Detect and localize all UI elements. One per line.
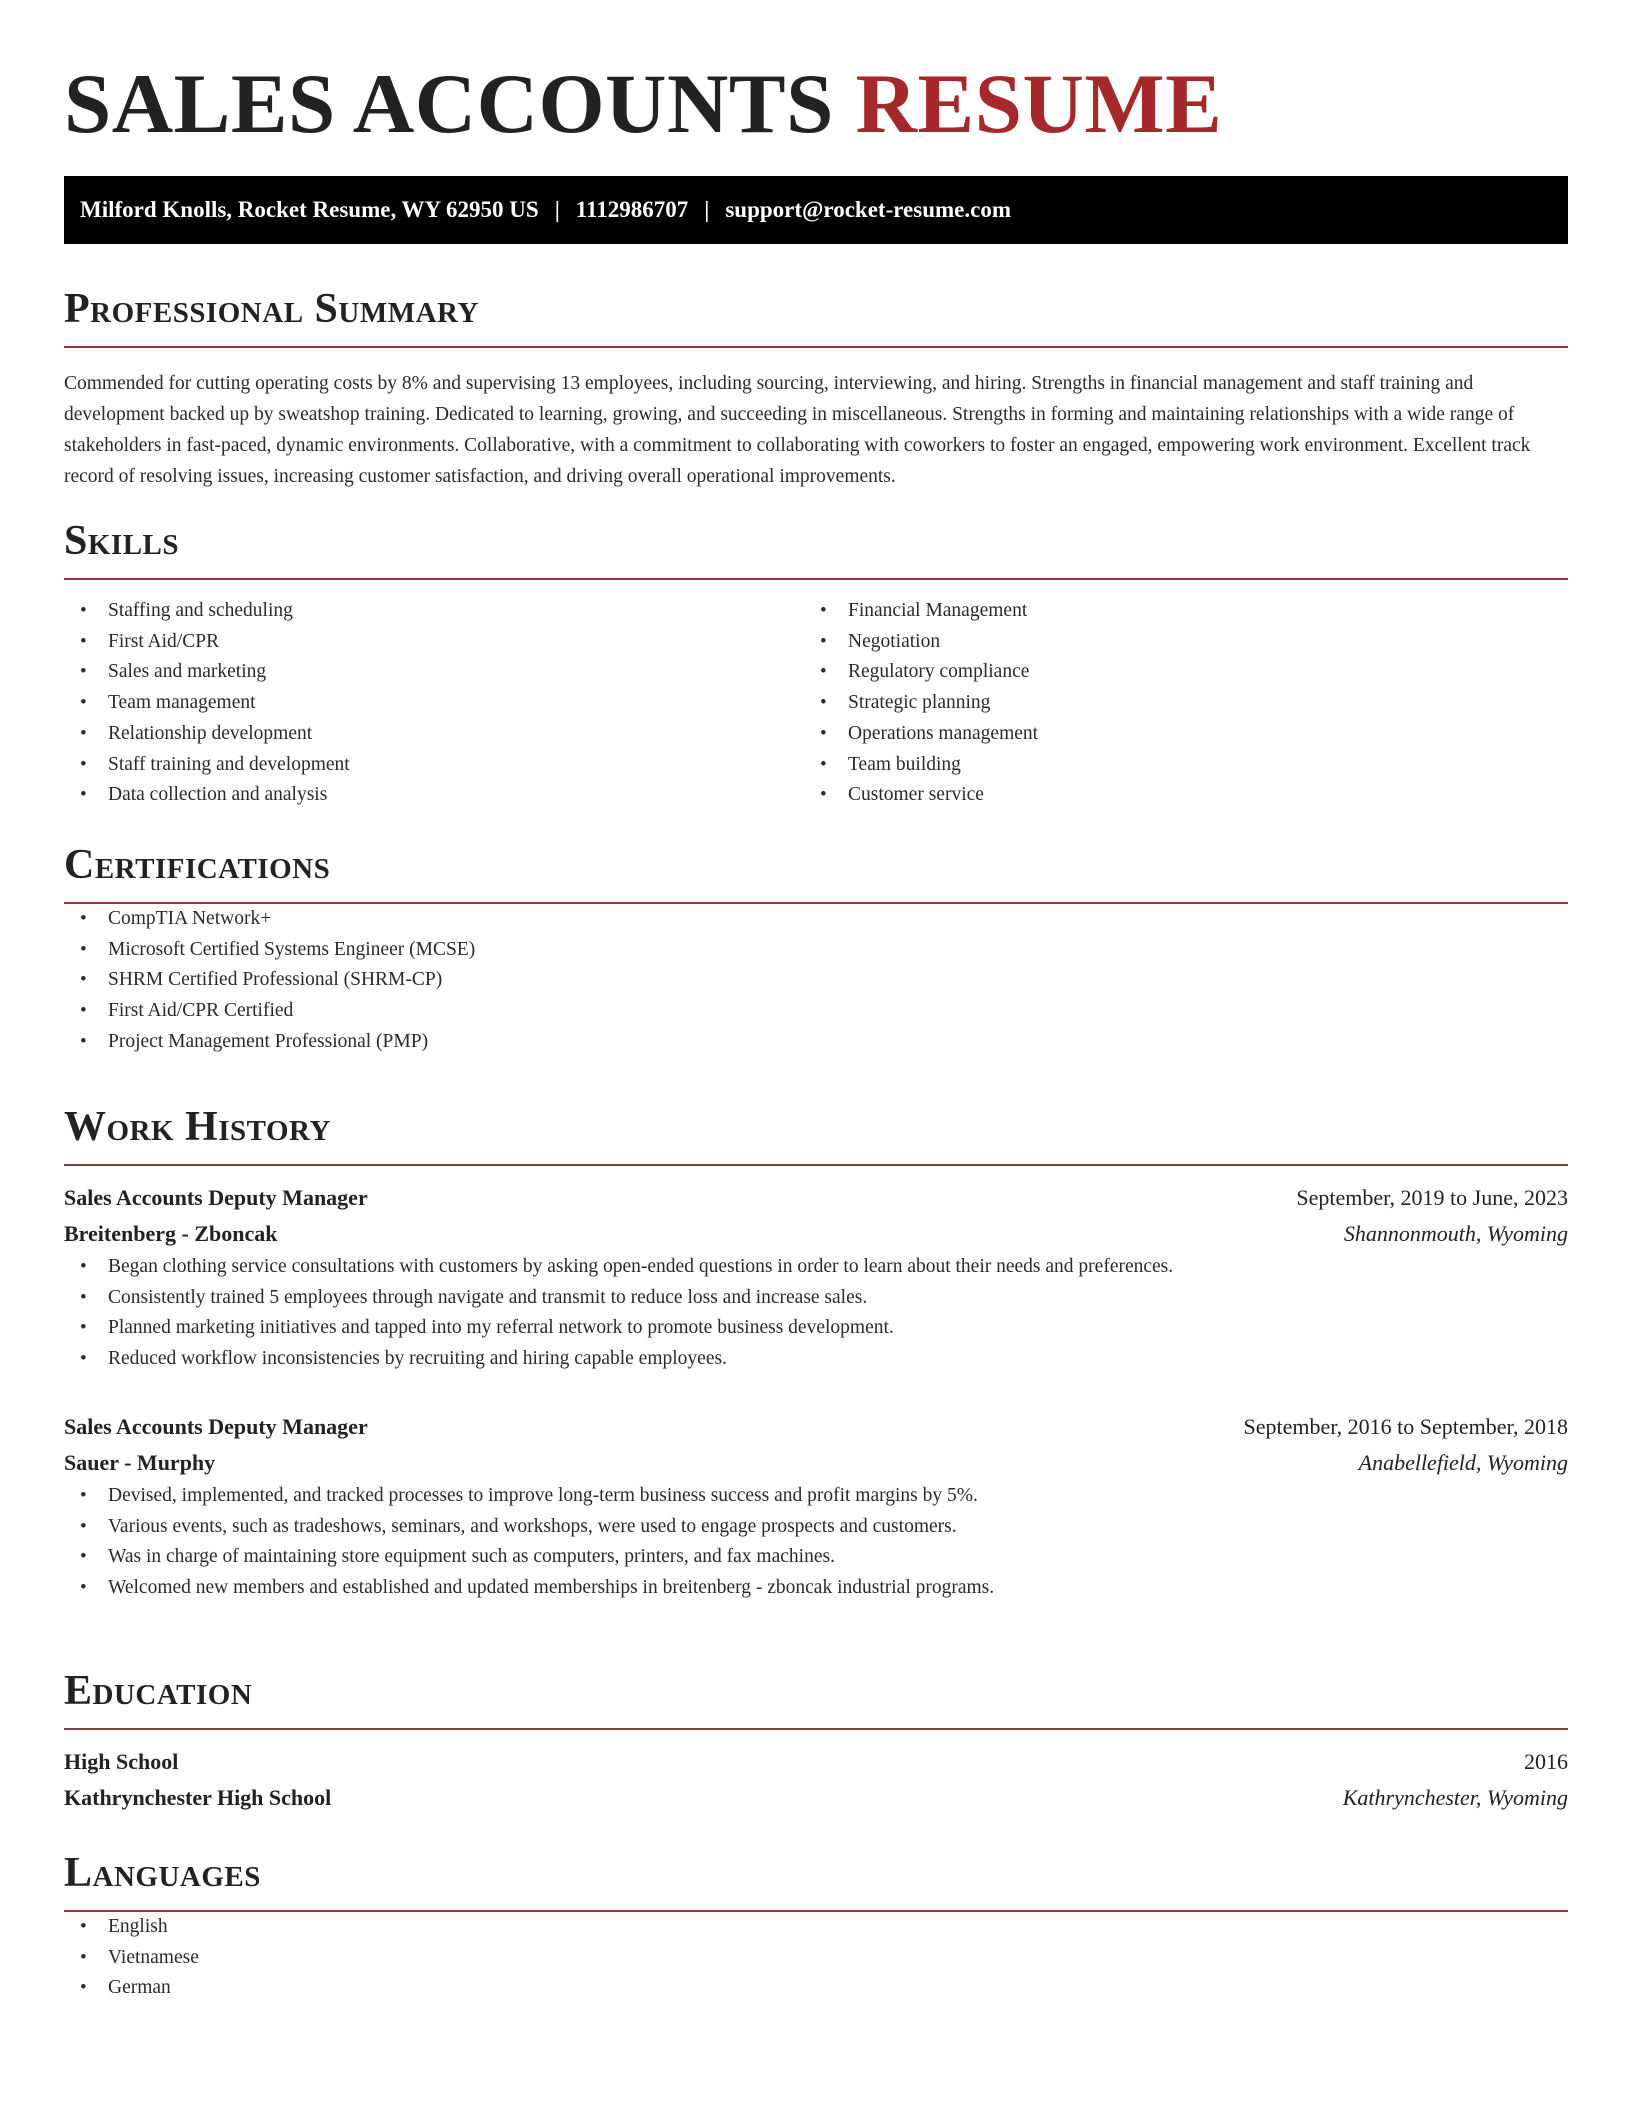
job-bullet: • Various events, such as tradeshows, seminars, and workshops, were used to engage prospects and customers. bbox=[64, 1512, 1568, 1543]
certifications-heading: Certifications bbox=[64, 842, 1568, 904]
job-bullets bbox=[64, 1252, 1568, 1375]
job-company: Sauer - Murphy bbox=[64, 1449, 216, 1475]
job-entry bbox=[64, 1409, 1568, 1604]
skill-item: • Relationship development bbox=[64, 719, 804, 750]
work-history-heading: Work History bbox=[64, 1104, 1568, 1166]
certifications-section bbox=[64, 842, 1568, 1058]
job-header-row bbox=[64, 1409, 1568, 1445]
job-header-row bbox=[64, 1180, 1568, 1216]
job-subheader-row bbox=[64, 1216, 1568, 1252]
skills-columns bbox=[64, 596, 1568, 811]
job-title: Sales Accounts Deputy Manager bbox=[64, 1185, 368, 1210]
skills-section bbox=[64, 518, 1568, 811]
certifications-list bbox=[64, 904, 1568, 1058]
skill-item: • Financial Management bbox=[804, 596, 1544, 627]
job-bullet: • Consistently trained 5 employees through navigate and transmit to reduce loss and increase sales. bbox=[64, 1283, 1568, 1314]
language-item: • German bbox=[64, 1973, 1568, 2004]
education-subheader-row bbox=[64, 1780, 1568, 1816]
certification-item: • CompTIA Network+ bbox=[64, 904, 1568, 935]
language-item: • Vietnamese bbox=[64, 1943, 1568, 1974]
job-bullet: • Began clothing service consultations with customers by asking open-ended questions in order to learn about their needs and preferences. bbox=[64, 1252, 1568, 1283]
job-company: Breitenberg - Zboncak bbox=[64, 1221, 278, 1246]
title-accent: RESUME bbox=[855, 57, 1223, 151]
summary-text: Commended for cutting operating costs by 8% and supervising 13 employees, including sourcing, interviewing, and hiring. Strengths in financial management and staff training and development backed up by sweatshop training. Dedicated to learning, growing, and succeeding in miscellaneous. Strengths in forming and maintaining relationships with a wide range of stakeholders in fast-paced, dynamic environments. Collaborative, with a commitment to collaborating with coworkers to foster an engaged, empowering work environment. Excellent track record of resolving issues, increasing customer satisfaction, and driving overall operational improvements. bbox=[64, 373, 1531, 487]
job-subheader-row bbox=[64, 1445, 1568, 1481]
contact-address: Milford Knolls, Rocket Resume, WY 62950 US bbox=[80, 197, 539, 222]
skills-heading: Skills bbox=[64, 518, 1568, 580]
resume-title bbox=[64, 58, 1222, 150]
skill-item: • Regulatory compliance bbox=[804, 657, 1544, 688]
skill-item: • Team building bbox=[804, 750, 1544, 781]
skill-item: • Operations management bbox=[804, 719, 1544, 750]
skill-item: • Team management bbox=[64, 688, 804, 719]
languages-section bbox=[64, 1850, 1568, 2004]
skill-item: • Sales and marketing bbox=[64, 657, 804, 688]
summary-heading: Professional Summary bbox=[64, 286, 1568, 348]
title-main: SALES ACCOUNTS bbox=[64, 57, 834, 151]
certification-item: • Microsoft Certified Systems Engineer (MCSE) bbox=[64, 935, 1568, 966]
job-location: Shannonmouth, Wyoming bbox=[1343, 1221, 1568, 1246]
certification-item: • SHRM Certified Professional (SHRM-CP) bbox=[64, 965, 1568, 996]
job-bullet: • Was in charge of maintaining store equipment such as computers, printers, and fax machines. bbox=[64, 1542, 1568, 1573]
education-section bbox=[64, 1668, 1568, 1816]
education-degree: High School bbox=[64, 1749, 179, 1774]
job-dates: September, 2016 to September, 2018 bbox=[1243, 1413, 1568, 1439]
language-item: • English bbox=[64, 1912, 1568, 1943]
contact-bar bbox=[64, 176, 1568, 244]
certification-item: • First Aid/CPR Certified bbox=[64, 996, 1568, 1027]
job-bullet: • Planned marketing initiatives and tapped into my referral network to promote business development. bbox=[64, 1313, 1568, 1344]
job-bullets bbox=[64, 1481, 1568, 1604]
job-bullet: • Reduced workflow inconsistencies by recruiting and hiring capable employees. bbox=[64, 1344, 1568, 1375]
summary-section bbox=[64, 286, 1568, 492]
skill-item: • Strategic planning bbox=[804, 688, 1544, 719]
job-bullet: • Devised, implemented, and tracked processes to improve long-term business success and profit margins by 5%. bbox=[64, 1481, 1568, 1512]
job-bullet: • Welcomed new members and established and updated memberships in breitenberg - zboncak industrial programs. bbox=[64, 1573, 1568, 1604]
skills-list-right bbox=[804, 596, 1544, 811]
skill-item: • Staffing and scheduling bbox=[64, 596, 804, 627]
contact-email[interactable]: support@rocket-resume.com bbox=[725, 197, 1011, 222]
skill-item: • Customer service bbox=[804, 780, 1544, 811]
education-school: Kathrynchester High School bbox=[64, 1785, 332, 1810]
education-entry bbox=[64, 1744, 1568, 1816]
languages-list bbox=[64, 1912, 1568, 2004]
work-history-section bbox=[64, 1104, 1568, 1604]
languages-heading: Languages bbox=[64, 1850, 1568, 1912]
skills-list-left bbox=[64, 596, 804, 811]
certification-item: • Project Management Professional (PMP) bbox=[64, 1027, 1568, 1058]
skill-item: • First Aid/CPR bbox=[64, 627, 804, 658]
skill-item: • Negotiation bbox=[804, 627, 1544, 658]
job-title: Sales Accounts Deputy Manager bbox=[64, 1413, 368, 1439]
skill-item: • Data collection and analysis bbox=[64, 780, 804, 811]
job-location: Anabellefield, Wyoming bbox=[1358, 1449, 1568, 1475]
education-year: 2016 bbox=[1524, 1749, 1568, 1774]
education-header-row bbox=[64, 1744, 1568, 1780]
contact-phone[interactable]: 1112986707 bbox=[575, 197, 689, 222]
contact-separator: | bbox=[704, 197, 710, 222]
job-dates: September, 2019 to June, 2023 bbox=[1296, 1185, 1568, 1210]
skill-item: • Staff training and development bbox=[64, 750, 804, 781]
contact-separator: | bbox=[554, 197, 560, 222]
job-entry bbox=[64, 1180, 1568, 1375]
education-heading: Education bbox=[64, 1668, 1568, 1730]
education-location: Kathrynchester, Wyoming bbox=[1342, 1785, 1568, 1810]
